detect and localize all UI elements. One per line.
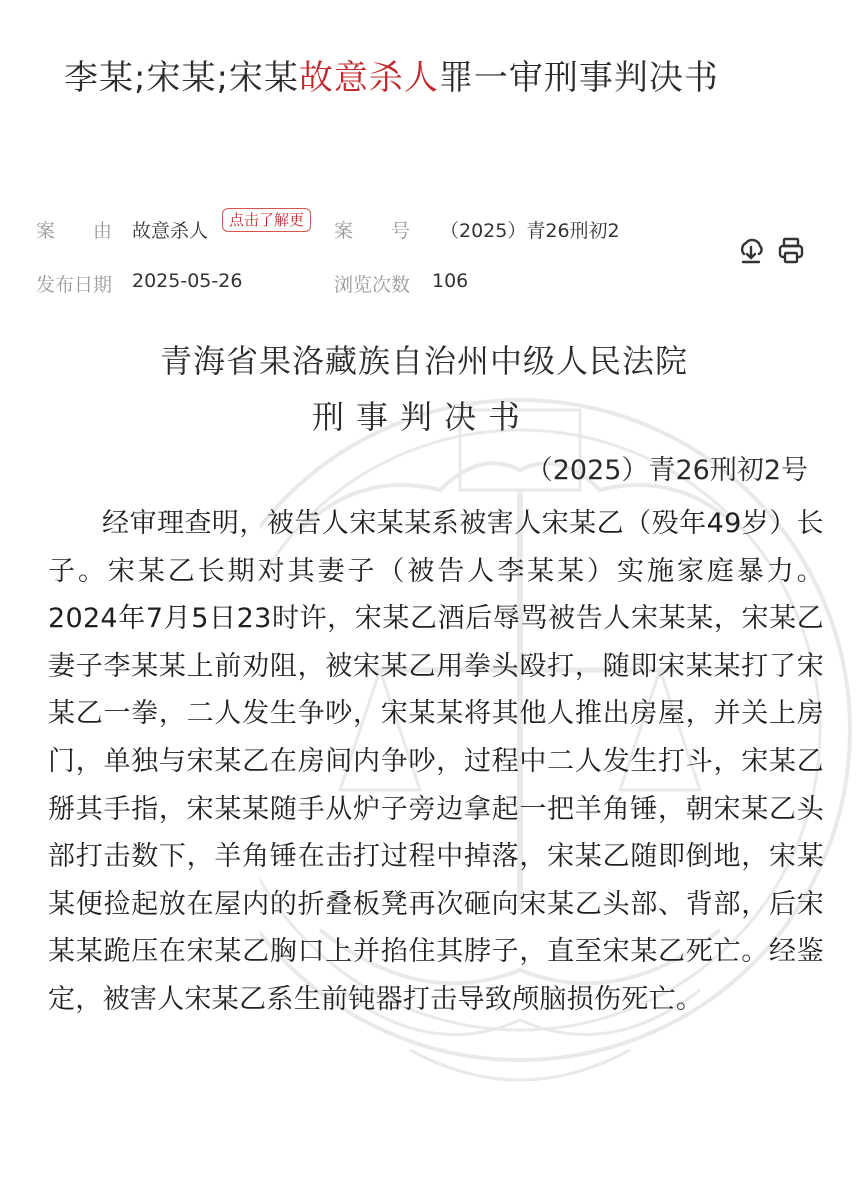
views-label: 浏览次数 [334, 274, 411, 296]
cause-label: 案 由 [36, 220, 113, 242]
court-name: 青海省果洛藏族自治州中级人民法院 [159, 342, 688, 380]
print-icon[interactable] [776, 236, 806, 266]
cause-value: 故意杀人 [132, 220, 209, 242]
title-suffix: 罪一审刑事判决书 [438, 58, 719, 98]
publish-date-value: 2025-05-26 [132, 270, 243, 292]
views-value: 106 [432, 270, 469, 292]
download-icon[interactable] [736, 236, 766, 266]
publish-date-label: 发布日期 [36, 274, 113, 296]
judgment-body-text: 经审理查明，被告人宋某某系被害人宋某乙（殁年49岁）长子。宋某乙长期对其妻子（被告人李某某）实施家庭暴力。2024年7月5日23时许，宋某乙酒后辱骂被告人宋某某，宋某乙妻子李某某上前劝阻，被宋某乙用拳头殴打，随即宋某某打了宋某乙一拳，二人发生争吵，宋某某将其他人推出房屋，并关上房门，单独与宋某乙在房间内争吵，过程中二人发生打斗，宋某乙掰其手指，宋某某随手从炉子旁边拿起一把羊角锤，朝宋某乙头部打击数下，羊角锤在击打过程中掉落，宋某乙随即倒地，宋某某便捡起放在屋内的折叠板凳再次砸向宋某乙头部、背部，后宋某某跪压在宋某乙胸口上并掐住其脖子，直至宋某乙死亡。经鉴定，被害人宋某乙系生前钝器打击导致颅脑损伤死亡。 [48, 508, 824, 1015]
toolbar-icons [736, 236, 816, 270]
case-no-value: （2025）青26刑初2 [440, 220, 620, 242]
title-prefix: 李某;宋某;宋某 [64, 58, 299, 98]
title-highlight: 故意杀人 [298, 58, 439, 98]
learn-more-badge[interactable]: 点击了解更 [222, 208, 311, 232]
case-no-label: 案 号 [334, 220, 411, 242]
document-type: 刑事判决书 [311, 398, 532, 436]
page-title [0, 50, 864, 99]
document-case-number: （2025）青26刑初2号 [525, 455, 808, 486]
